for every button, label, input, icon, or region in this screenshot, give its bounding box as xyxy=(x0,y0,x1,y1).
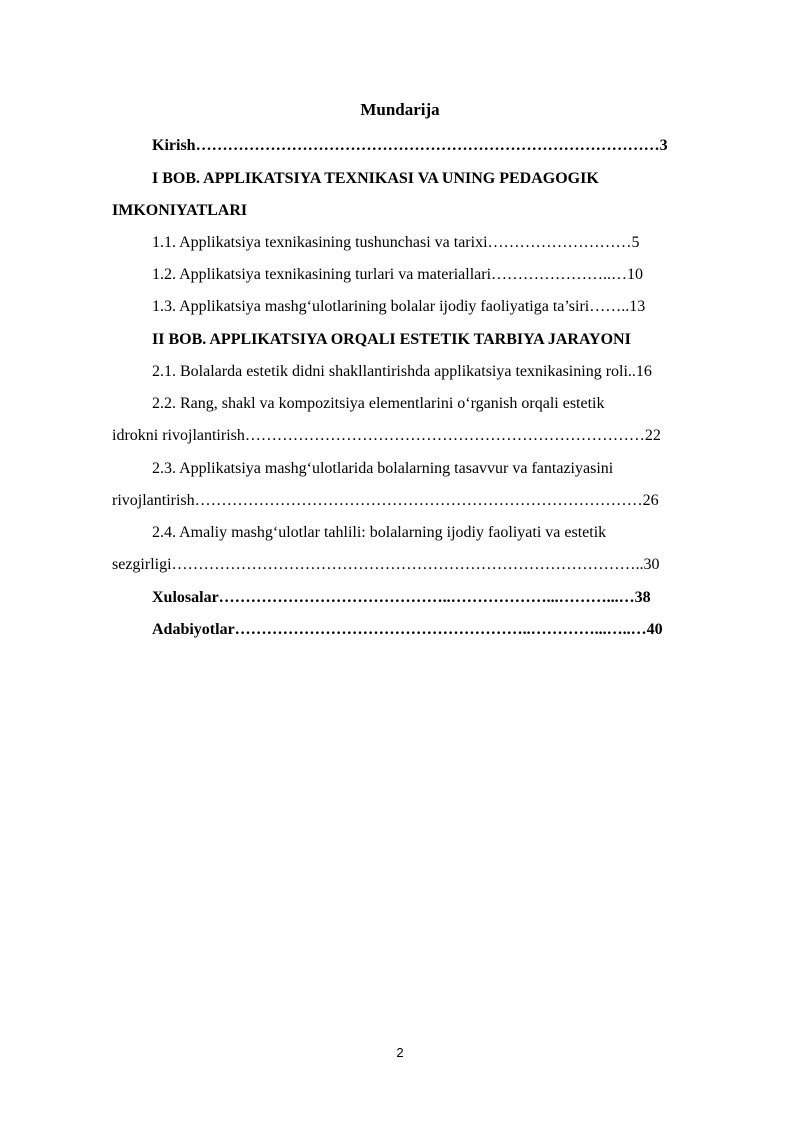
toc-entry-adabiyotlar: Adabiyotlar………………………………………………..…………...…..…40 xyxy=(152,621,663,638)
page-number: 2 xyxy=(396,1045,404,1060)
toc-entry-2-3-line-1: 2.3. Applikatsiya mashg‘ulotlarida bolalarning tasavvur va fantaziyasini xyxy=(152,460,614,477)
toc-entry-2-4-line-2: sezgirligi……………………………………………………………………………..30 xyxy=(112,556,660,573)
toc-entry-xulosalar: Xulosalar……………………………………..………………...………...…38 xyxy=(152,589,651,606)
toc-entry-2-2-line-2: idrokni rivojlantirish…………………………………………………………………22 xyxy=(112,427,661,444)
toc-chapter-1-heading-line-2: IMKONIYATLARI xyxy=(112,202,248,219)
page-title: Mundarija xyxy=(360,100,440,119)
toc-entry-2-1: 2.1. Bolalarda estetik didni shakllantirishda applikatsiya texnikasining roli..16 xyxy=(152,363,652,380)
toc-entry-2-2-line-1: 2.2. Rang, shakl va kompozitsiya elementlarini o‘rganish orqali estetik xyxy=(152,395,605,412)
toc-chapter-2-heading: II BOB. APPLIKATSIYA ORQALI ESTETIK TARBIYA JARAYONI xyxy=(152,331,631,348)
toc-chapter-1-heading-line-1: I BOB. APPLIKATSIYA TEXNIKASI VA UNING PEDAGOGIK xyxy=(152,170,599,187)
toc-entry-1-2: 1.2. Applikatsiya texnikasining turlari va materiallari…………………..…10 xyxy=(152,266,644,283)
toc-entry-1-1: 1.1. Applikatsiya texnikasining tushunchasi va tarixi………………………5 xyxy=(152,234,640,251)
toc-entry-2-4-line-1: 2.4. Amaliy mashg‘ulotlar tahlili: bolalarning ijodiy faoliyati va estetik xyxy=(152,524,607,541)
toc-entry-1-3: 1.3. Applikatsiya mashg‘ulotlarining bolalar ijodiy faoliyatiga ta’siri……..13 xyxy=(152,298,646,315)
toc-entry-kirish: Kirish……………………………………………………………………………3 xyxy=(152,137,668,154)
toc-entry-2-3-line-2: rivojlantirish…………………………………………………………………………26 xyxy=(112,492,659,509)
